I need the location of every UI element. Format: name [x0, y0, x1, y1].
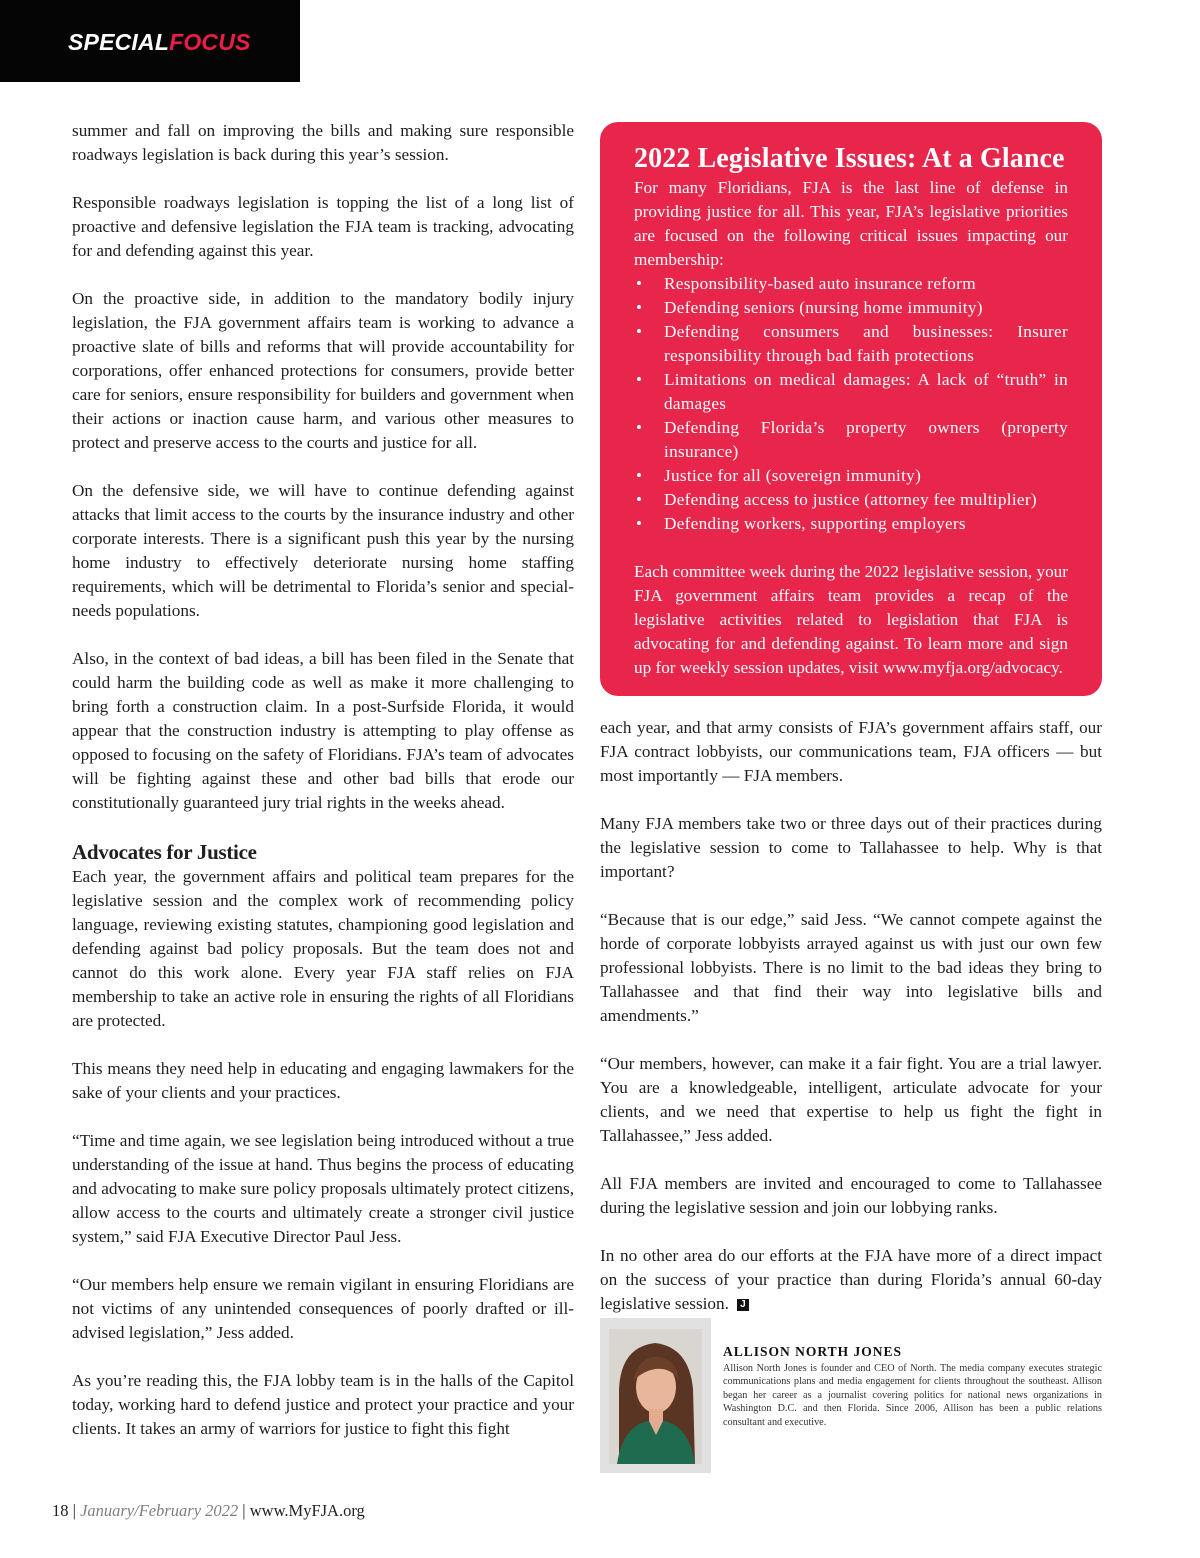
- bullet-icon: •: [636, 514, 643, 533]
- bullet-icon: •: [636, 322, 643, 341]
- paragraph: “Our members, however, can make it a fair fight. You are a trial lawyer. You are a knowledgeable, intelligent, articulate advocate for your clients, and we need that expertise to help us fight the fight in Tallahassee,” Jess added.: [600, 1054, 1102, 1145]
- section-title-focus: FOCUS: [169, 29, 251, 55]
- issue-date: January/February 2022: [80, 1501, 239, 1520]
- bullet-icon: •: [636, 466, 643, 485]
- page-number: 18: [52, 1501, 69, 1520]
- paragraph: [600, 1244, 1102, 1316]
- list-item-text: Defending seniors (nursing home immunity): [664, 298, 983, 317]
- footer-separator: |: [238, 1501, 250, 1520]
- author-photo: [609, 1329, 702, 1464]
- paragraph: Many FJA members take two or three days out of their practices during the legislative session to come to Tallahassee to help. Why is that important?: [600, 814, 1102, 881]
- paragraph: “Our members help ensure we remain vigilant in ensuring Floridians are not victims of any unintended consequences of poorly drafted or ill-advised legislation,” Jess added.: [72, 1275, 574, 1342]
- list-item: [634, 488, 1068, 512]
- paragraph: summer and fall on improving the bills and making sure responsible roadways legislation is back during this year’s session.: [72, 121, 574, 164]
- list-item-text: Defending Florida’s property owners (property insurance): [664, 418, 1068, 461]
- paragraph: As you’re reading this, the FJA lobby team is in the halls of the Capitol today, working hard to defend justice and protect your practice and your clients. It takes an army of warriors for justice to fight this fight: [72, 1371, 574, 1438]
- section-header: [0, 0, 300, 82]
- legislative-issues-sidebar: [600, 122, 1102, 696]
- list-item: [634, 320, 1068, 368]
- paragraph: Each year, the government affairs and political team prepares for the legislative session and the complex work of recommending policy language, reviewing existing statutes, championing good legislation and defending against bad policy proposals. But the team does not and cannot do this work alone. Every year FJA staff relies on FJA membership to take an active role in ensuring the rights of all Floridians are protected.: [72, 867, 574, 1030]
- sidebar-title: 2022 Legislative Issues: At a Glance: [634, 143, 1065, 174]
- issues-list: [634, 272, 1068, 536]
- bullet-icon: •: [636, 490, 643, 509]
- right-column: [600, 716, 1102, 1340]
- list-item: [634, 512, 1068, 536]
- list-item-text: Defending consumers and businesses: Insurer responsibility through bad faith protections: [664, 322, 1068, 365]
- bullet-icon: •: [636, 370, 643, 389]
- section-title: [68, 29, 251, 56]
- list-item: [634, 368, 1068, 416]
- left-column: [72, 119, 574, 1465]
- paragraph: On the proactive side, in addition to the mandatory bodily injury legislation, the FJA government affairs team is working to advance a proactive slate of bills and reforms that will provide accountability for corporations, offer enhanced protections for consumers, provide better care for seniors, ensure responsibility for builders and government when their actions or inaction cause harm, and various other measures to protect and preserve access to the courts and justice for all.: [72, 289, 574, 452]
- paragraph: “Because that is our edge,” said Jess. “We cannot compete against the horde of corporate lobbyists arrayed against us with just our own few professional lobbyists. There is no limit to the bad ideas they bring to Tallahassee and that find their way into legislative bills and amendments.”: [600, 910, 1102, 1025]
- author-bio: Allison North Jones is founder and CEO of North. The media company executes strategic communications plans and media engagement for clients throughout the southeast. Allison began her career as a journalist covering politics for national news organizations in Washington D.C. and then Florida. Since 2006, Allison has been a public relations consultant and executive.: [723, 1363, 1102, 1428]
- website-url: www.MyFJA.org: [249, 1501, 365, 1520]
- list-item: [634, 272, 1068, 296]
- list-item-text: Defending workers, supporting employers: [664, 514, 966, 533]
- list-item-text: Justice for all (sovereign immunity): [664, 466, 922, 485]
- paragraph: each year, and that army consists of FJA’s government affairs staff, our FJA contract lobbyists, our communications team, FJA officers — but most importantly — FJA members.: [600, 718, 1102, 785]
- paragraph: “Time and time again, we see legislation being introduced without a true understanding of the issue at hand. Thus begins the process of educating and advocating to make sure policy proposals ultimately protect citizens, allow access to the courts and ultimately create a stronger civil justice system,” said FJA Executive Director Paul Jess.: [72, 1131, 574, 1246]
- paragraph: This means they need help in educating and engaging lawmakers for the sake of your clients and your practices.: [72, 1059, 574, 1102]
- end-of-article-icon: J: [737, 1299, 749, 1311]
- sidebar-outro: Each committee week during the 2022 legislative session, your FJA government affairs team provides a recap of the legislative activities related to legislation that FJA is advocating for and defending against. To learn more and sign up for weekly session updates, visit www.myfja.org/advocacy.: [634, 562, 1068, 677]
- sidebar-intro: For many Floridians, FJA is the last line of defense in providing justice for all. This year, FJA’s legislative priorities are focused on the following critical issues impacting our membership:: [634, 178, 1068, 269]
- paragraph: On the defensive side, we will have to continue defending against attacks that limit access to the courts by the insurance industry and other corporate interests. There is a significant push this year by the nursing home industry to effectively deteriorate nursing home staffing requirements, which will be detrimental to Florida’s senior and special-needs populations.: [72, 481, 574, 620]
- section-heading: Advocates for Justice: [72, 840, 257, 864]
- page-footer: [52, 1501, 365, 1521]
- list-item: [634, 296, 1068, 320]
- list-item-text: Defending access to justice (attorney fee multiplier): [664, 490, 1037, 509]
- list-item-text: Limitations on medical damages: A lack of “truth” in damages: [664, 370, 1068, 413]
- closing-text: In no other area do our efforts at the FJA have more of a direct impact on the success of your practice than during Florida’s annual 60-day legislative session.: [600, 1246, 1102, 1313]
- list-item: [634, 416, 1068, 464]
- section-title-special: SPECIAL: [68, 29, 170, 55]
- bullet-icon: •: [636, 298, 643, 317]
- paragraph: Also, in the context of bad ideas, a bill has been filed in the Senate that could harm the building code as well as make it more challenging to bring forth a construction claim. In a post-Surfside Florida, it would appear that the construction industry is attempting to play offense as opposed to focusing on the safety of Floridians. FJA’s team of advocates will be fighting against these and other bad bills that erode our constitutionally guaranteed jury trial rights in the weeks ahead.: [72, 649, 574, 812]
- author-name: ALLISON NORTH JONES: [723, 1344, 903, 1359]
- bullet-icon: •: [636, 418, 643, 437]
- list-item-text: Responsibility-based auto insurance reform: [664, 274, 976, 293]
- footer-separator: |: [68, 1501, 81, 1520]
- bullet-icon: •: [636, 274, 643, 293]
- paragraph: Responsible roadways legislation is topping the list of a long list of proactive and defensive legislation the FJA team is tracking, advocating for and defending against this year.: [72, 193, 574, 260]
- paragraph: All FJA members are invited and encouraged to come to Tallahassee during the legislative session and join our lobbying ranks.: [600, 1174, 1102, 1217]
- author-info: [723, 1344, 1102, 1429]
- list-item: [634, 464, 1068, 488]
